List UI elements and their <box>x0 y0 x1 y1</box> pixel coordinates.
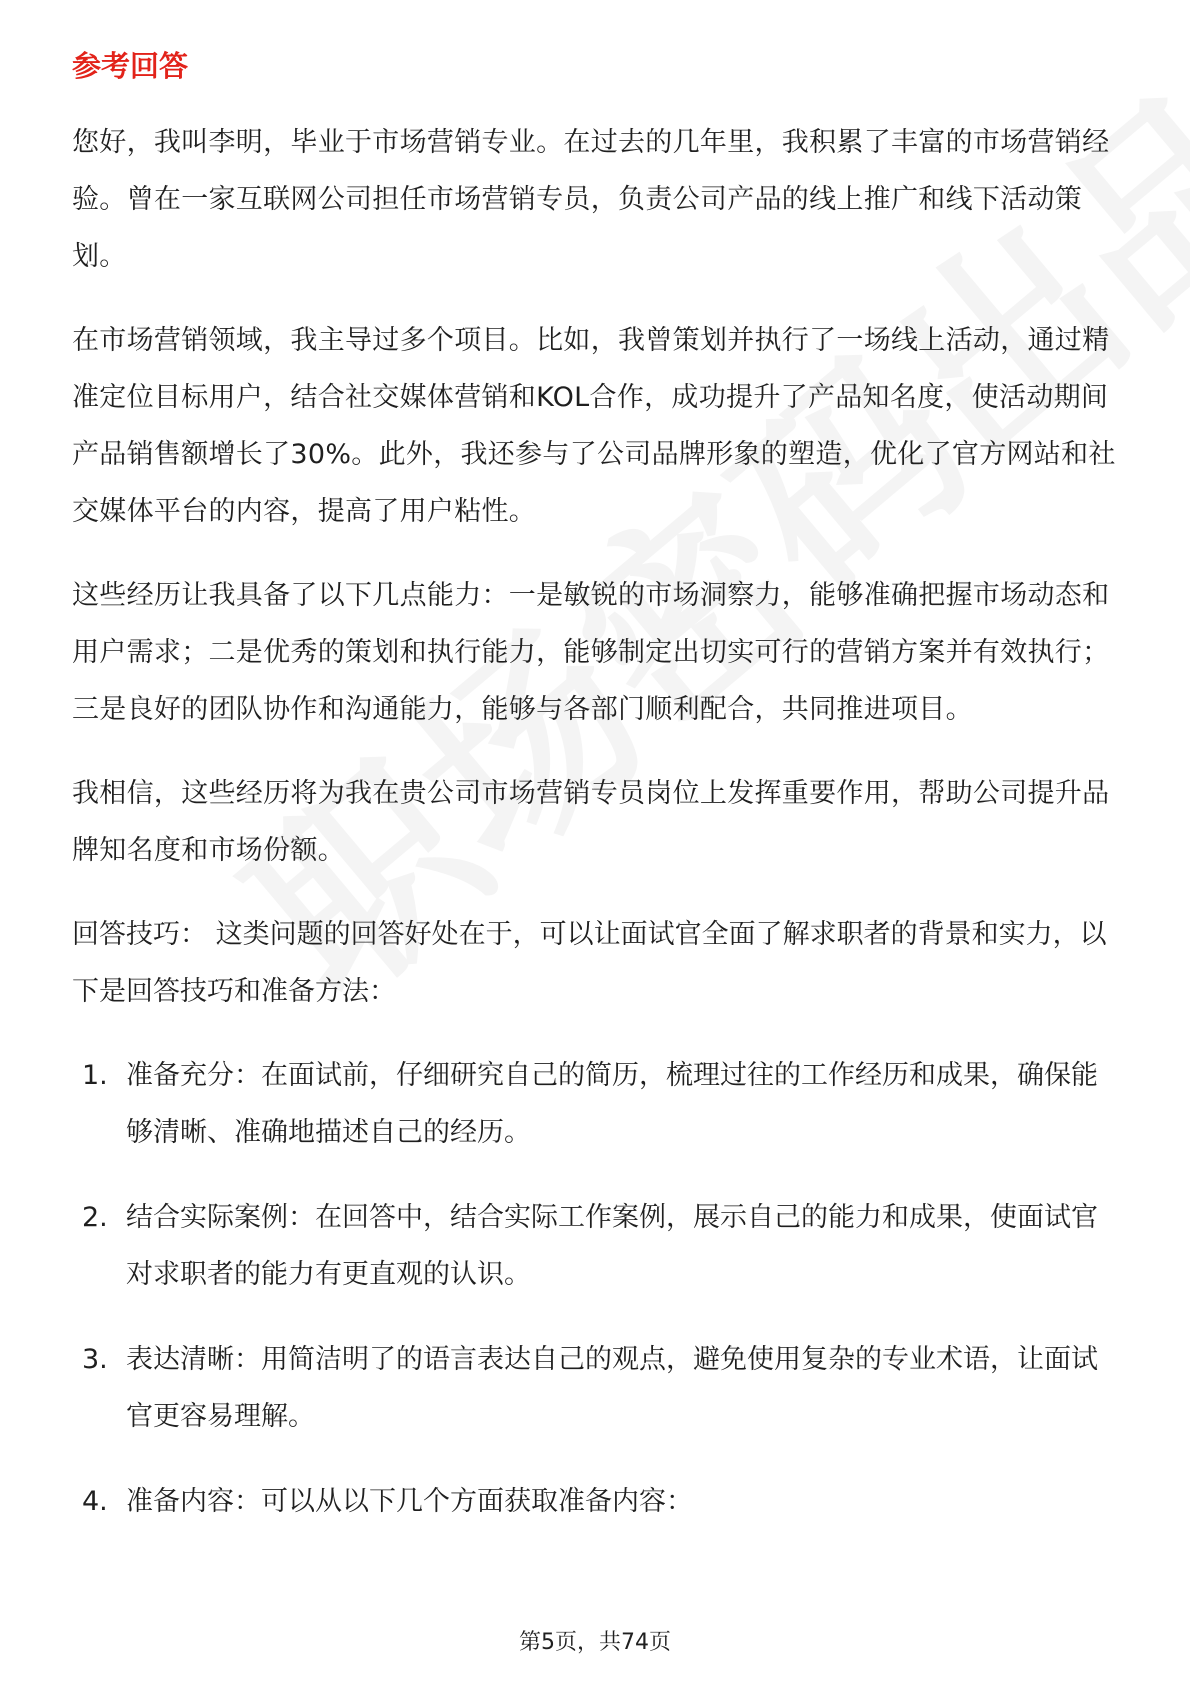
list-item <box>72 1189 1118 1303</box>
paragraph-abilities: 这些经历让我具备了以下几点能力：一是敏锐的市场洞察力，能够准确把握市场动态和用户需求；二是优秀的策划和执行能力，能够制定出切实可行的营销方案并有效执行；三是良好的团队协作和沟通能力，能够与各部门顺利配合，共同推进项目。 <box>72 580 1110 725</box>
list-item-number: 3. <box>82 1344 108 1375</box>
list-item-number: 4. <box>82 1486 108 1517</box>
list-item <box>72 1331 1118 1445</box>
document-page <box>72 46 1118 1558</box>
list-item-text: 结合实际案例：在回答中，结合实际工作案例，展示自己的能力和成果，使面试官对求职者的能力有更直观的认识。 <box>126 1202 1098 1290</box>
list-item-text: 准备充分：在面试前，仔细研究自己的简历，梳理过往的工作经历和成果，确保能够清晰、准确地描述自己的经历。 <box>126 1060 1098 1148</box>
section-title: 参考回答 <box>72 49 189 83</box>
page-footer: 第5页，共74页 <box>519 1630 671 1655</box>
tips-list <box>72 1047 1118 1530</box>
list-item-text: 表达清晰：用简洁明了的语言表达自己的观点，避免使用复杂的专业术语，让面试官更容易理解。 <box>126 1344 1098 1432</box>
paragraph-conclusion: 我相信，这些经历将为我在贵公司市场营销专员岗位上发挥重要作用，帮助公司提升品牌知名度和市场份额。 <box>72 778 1110 866</box>
list-item <box>72 1473 1118 1530</box>
paragraph-projects: 在市场营销领域，我主导过多个项目。比如，我曾策划并执行了一场线上活动，通过精准定位目标用户，结合社交媒体营销和KOL合作，成功提升了产品知名度，使活动期间产品销售额增长了30%。此外，我还参与了公司品牌形象的塑造，优化了官方网站和社交媒体平台的内容，提高了用户粘性。 <box>72 325 1116 527</box>
paragraph-intro: 您好，我叫李明，毕业于市场营销专业。在过去的几年里，我积累了丰富的市场营销经验。曾在一家互联网公司担任市场营销专员，负责公司产品的线上推广和线下活动策划。 <box>72 127 1110 272</box>
tips-intro: 回答技巧： 这类问题的回答好处在于，可以让面试官全面了解求职者的背景和实力，以下是回答技巧和准备方法： <box>72 919 1107 1007</box>
list-item-number: 1. <box>82 1060 108 1091</box>
list-item-text: 准备内容：可以从以下几个方面获取准备内容： <box>126 1486 693 1517</box>
list-item-number: 2. <box>82 1202 108 1233</box>
list-item <box>72 1047 1118 1161</box>
